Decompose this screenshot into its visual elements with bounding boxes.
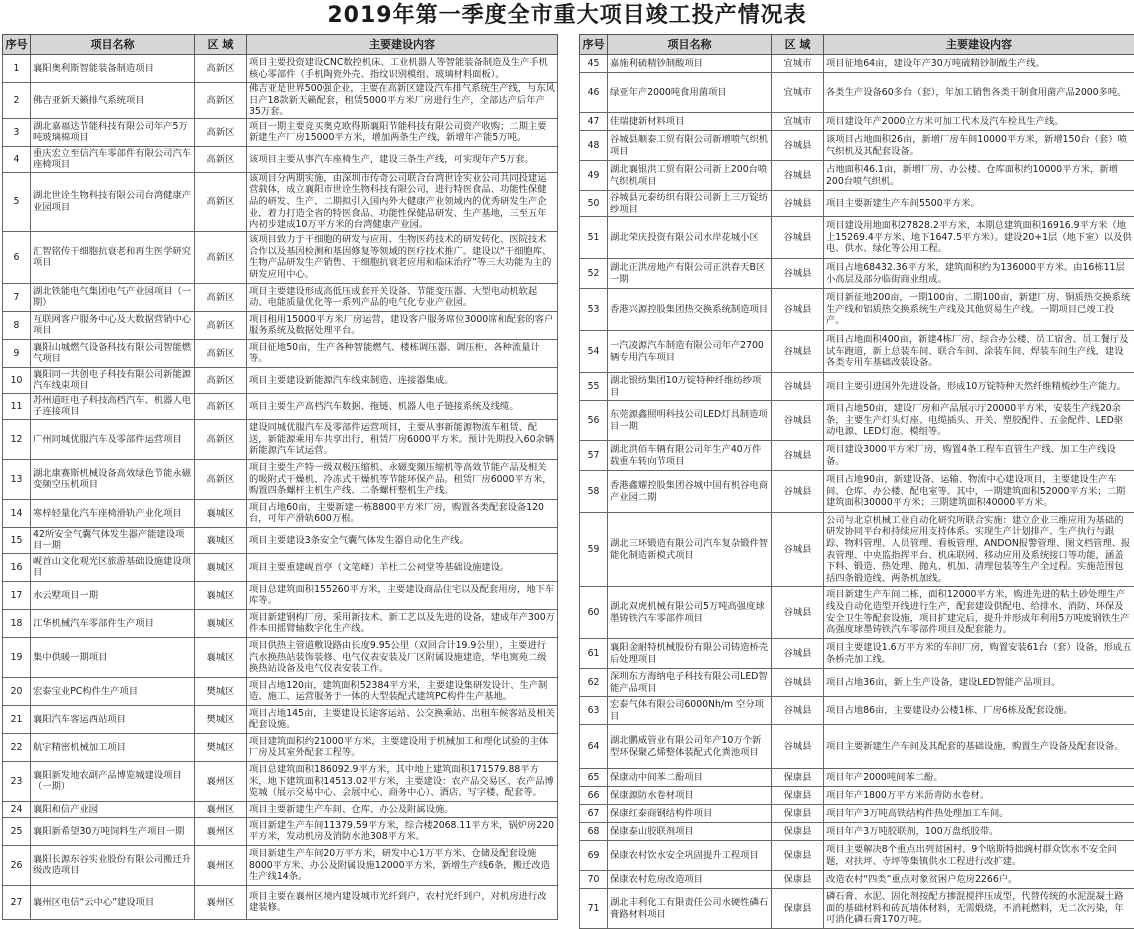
cell-project-name: 互联网客户服务中心及大数据营销中心项目 bbox=[31, 311, 195, 339]
cell-project-name: 保康农村饮水安全巩固提升工程项目 bbox=[608, 841, 772, 871]
cell-content: 项目占地90亩，新建设备、运输、物流中心建设项目，主要建设生产车间、仓库、办公楼、配电室等。其中，一期建筑面积52000平方米；二期建筑面积30000平方米；三期建筑面积40000平方米。 bbox=[824, 471, 1134, 513]
table-row bbox=[580, 823, 1134, 841]
cell-no: 59 bbox=[580, 513, 608, 587]
table-header-row bbox=[3, 35, 558, 55]
cell-project-name: 襄阳金耐特机械股份有限公司铸造桥壳后处理项目 bbox=[608, 639, 772, 669]
cell-project-name: 深圳东方海纳电子科技有限公司LED智能产品项目 bbox=[608, 669, 772, 697]
table-row bbox=[3, 845, 558, 885]
cell-district: 高新区 bbox=[195, 311, 247, 339]
cell-content: 项目占地86亩，主要建设办公楼1栋、厂房6栋及配套设施。 bbox=[824, 697, 1134, 725]
table-row bbox=[3, 705, 558, 733]
cell-district: 襄城区 bbox=[195, 581, 247, 609]
cell-project-name: 襄阳新发地农副产品博览城建设项目（一期） bbox=[31, 761, 195, 801]
cell-project-name: 航宇精密机械加工项目 bbox=[31, 733, 195, 761]
table-row bbox=[3, 499, 558, 527]
table-row bbox=[3, 146, 558, 172]
table-row bbox=[3, 55, 558, 83]
cell-no: 11 bbox=[3, 393, 31, 419]
table-row bbox=[580, 441, 1134, 471]
cell-no: 10 bbox=[3, 367, 31, 393]
cell-district: 保康县 bbox=[772, 823, 824, 841]
page-title: 2019年第一季度全市重大项目竣工投产情况表 bbox=[0, 0, 1134, 32]
cell-project-name: 襄阳长源东谷实业股份有限公司搬迁升级改造项目 bbox=[31, 845, 195, 885]
cell-content: 项目一期主要竞买奥克欧得斯襄阳节能科技有限公司资产收购；二期主要新建生产厂房15000平方米，增加两条生产线，新增年产能5万吨。 bbox=[247, 118, 558, 146]
table-row bbox=[3, 581, 558, 609]
table-row bbox=[3, 459, 558, 499]
cell-no: 8 bbox=[3, 311, 31, 339]
cell-content: 项目占地120亩，建筑面积52384平方米，主要建设集研发设计、生产制造、施工、运营服务于一体的大型装配式建筑PC构件生产基地。 bbox=[247, 677, 558, 705]
cell-project-name: 岘首山文化观光区旅游基础设施建设项目 bbox=[31, 553, 195, 581]
cell-content: 项目年产1800万平方米沥青防水卷材。 bbox=[824, 787, 1134, 805]
table-row bbox=[580, 513, 1134, 587]
cell-district: 谷城县 bbox=[772, 639, 824, 669]
table-row bbox=[580, 471, 1134, 513]
cell-district: 谷城县 bbox=[772, 669, 824, 697]
cell-project-name: 江华机械汽车零部件生产项目 bbox=[31, 609, 195, 637]
cell-content: 项目建设用地面积27828.2平方米，本期总建筑面积16916.9平方米（地上15269.4平方米、地下1647.5平方米）。建设20+1层（地下室）以及供电、供水、绿化等公用工程。 bbox=[824, 217, 1134, 259]
cell-project-name: 湖北铁能电气集团电气产业园项目（一期） bbox=[31, 283, 195, 311]
cell-project-name: 湖北银纺集团10万锭特种纤维纺纱项目 bbox=[608, 373, 772, 401]
cell-project-name: 湖北嘉福达节能科技有限公司年产5万吨玻璃棉项目 bbox=[31, 118, 195, 146]
cell-no: 13 bbox=[3, 459, 31, 499]
cell-no: 45 bbox=[580, 55, 608, 73]
cell-district: 保康县 bbox=[772, 805, 824, 823]
cell-district: 襄州区 bbox=[195, 761, 247, 801]
cell-district: 襄城区 bbox=[195, 527, 247, 553]
cell-project-name: 襄阳同一共创电子科技有限公司新能源汽车线束项目 bbox=[31, 367, 195, 393]
table-row bbox=[3, 367, 558, 393]
table-row bbox=[580, 889, 1134, 929]
cell-no: 27 bbox=[3, 885, 31, 919]
cell-project-name: 集中供暖一期项目 bbox=[31, 637, 195, 677]
cell-district: 高新区 bbox=[195, 459, 247, 499]
cell-project-name: 湖北康赛斯机械设备高效绿色节能永磁变频空压机项目 bbox=[31, 459, 195, 499]
cell-project-name: 东莞源鑫照明科技公司LED灯具制造项目一期 bbox=[608, 401, 772, 441]
cell-no: 23 bbox=[3, 761, 31, 801]
table-row bbox=[3, 677, 558, 705]
cell-district: 襄州区 bbox=[195, 845, 247, 885]
cell-content: 项目租用15000平方米厂房运营，建设客户服务席位3000席和配套的客户服务系统及数据处理平台。 bbox=[247, 311, 558, 339]
cell-no: 9 bbox=[3, 339, 31, 367]
cell-district: 谷城县 bbox=[772, 191, 824, 217]
cell-content: 该项目分两期实施，由深圳市传奇公司联合台湾世诠实业公司共同投建运营载体，成立襄阳市世诠生物科技有限公司，进行特医食品、功能性保健品的研发、生产、二期拟引入国内外大健康产业领域内的优秀研发生产企业，着力打造全省的特医食品、功能性保健品研发、生产基地，三至五年内初步建成10万平方米的台湾健康产业园。 bbox=[247, 172, 558, 231]
cell-project-name: 苏州道旺电子科技高档汽车、机器人电子连接项目 bbox=[31, 393, 195, 419]
cell-district: 宜城市 bbox=[772, 55, 824, 73]
cell-content: 项目供热主管道敷设路由长度9.95公里（双回合计19.9公里），主要进行汽水换热站装饰装修、电气仪表安装及厂区附属设施建造，华电寓苑二级换热站设备及电气仪表安装工作。 bbox=[247, 637, 558, 677]
table-row bbox=[580, 669, 1134, 697]
cell-project-name: 保康动中间苯二酚项目 bbox=[608, 769, 772, 787]
cell-project-name: 保康农村危房改造项目 bbox=[608, 871, 772, 889]
cell-district: 谷城县 bbox=[772, 289, 824, 331]
cell-content: 项目主要建设新能源汽车线束制造、连接器集成。 bbox=[247, 367, 558, 393]
cell-project-name: 宏泰气体有限公司6000Nh/m 空分项目 bbox=[608, 697, 772, 725]
cell-district: 谷城县 bbox=[772, 513, 824, 587]
table-row bbox=[3, 885, 558, 919]
cell-content: 项目新建生产车间20万平方米，研发中心1万平方米、仓储及配套设施8000平方米、办公及附属设施12000平方米，新增生产线6条，搬迁改造生产线14条。 bbox=[247, 845, 558, 885]
cell-project-name: 湖北双虎机械有限公司5万吨高强度球墨铸铁汽车零部件项目 bbox=[608, 587, 772, 639]
cell-no: 21 bbox=[3, 705, 31, 733]
cell-project-name: 谷城县元泰纺织有限公司新上三万锭纺纱项目 bbox=[608, 191, 772, 217]
cell-district: 襄城区 bbox=[195, 553, 247, 581]
cell-no: 71 bbox=[580, 889, 608, 929]
cell-district: 高新区 bbox=[195, 231, 247, 283]
cell-no: 53 bbox=[580, 289, 608, 331]
table-row bbox=[3, 283, 558, 311]
cell-content: 项目主要在襄州区境内建设城市光纤到户，农村光纤到户，对机房进行改建装修。 bbox=[247, 885, 558, 919]
cell-district: 襄州区 bbox=[195, 801, 247, 817]
table-row bbox=[3, 761, 558, 801]
cell-district: 谷城县 bbox=[772, 373, 824, 401]
cell-content: 项目占地145亩，主要建设长途客运站、公交换乘站、出租车候客站及相关配套设施。 bbox=[247, 705, 558, 733]
table-body-right bbox=[580, 55, 1134, 929]
cell-no: 6 bbox=[3, 231, 31, 283]
cell-no: 50 bbox=[580, 191, 608, 217]
cell-content: 项目占地68432.36平方米，建筑面积约为136000平方米。由16栋11层小高层及部分临街商业组成。 bbox=[824, 259, 1134, 289]
cell-no: 25 bbox=[3, 817, 31, 845]
cell-no: 17 bbox=[3, 581, 31, 609]
cell-district: 保康县 bbox=[772, 871, 824, 889]
table-row bbox=[3, 637, 558, 677]
cell-content: 项目主要投资建设CNC数控机床、工业机器人等智能装备制造及生产手机核心零部件（手机陶瓷外壳、指纹识别模组、玻璃材料面板）。 bbox=[247, 55, 558, 83]
table-row bbox=[580, 841, 1134, 871]
cell-project-name: 保康红泰商钢结构件项目 bbox=[608, 805, 772, 823]
cell-content: 改造农村“四类”重点对象贫困户危房2266户。 bbox=[824, 871, 1134, 889]
cell-content: 项目占地36亩，新上生产设备，建设LED智能产品项目。 bbox=[824, 669, 1134, 697]
cell-content: 项目建筑面积约21000平方米，主要建设用于机械加工和理化试验的主体厂房及其室外配套工程等。 bbox=[247, 733, 558, 761]
cell-project-name: 湖北荣庆投资有限公司水岸花城小区 bbox=[608, 217, 772, 259]
cell-content: 项目征地64亩，建设年产30万吨硫精钞制酸生产线。 bbox=[824, 55, 1134, 73]
cell-district: 襄城区 bbox=[195, 499, 247, 527]
cell-district: 谷城县 bbox=[772, 217, 824, 259]
cell-district: 保康县 bbox=[772, 787, 824, 805]
table-row bbox=[580, 725, 1134, 769]
cell-district: 襄城区 bbox=[195, 609, 247, 637]
cell-project-name: 保康泰山胶联剂项目 bbox=[608, 823, 772, 841]
cell-content: 各类生产设备60多台（套），年加工销售各类干制食用菌产品2000多吨。 bbox=[824, 73, 1134, 113]
cell-no: 14 bbox=[3, 499, 31, 527]
cell-no: 62 bbox=[580, 669, 608, 697]
cell-project-name: 重庆宏立至信汽车零部件有限公司汽车座椅项目 bbox=[31, 146, 195, 172]
project-table-left bbox=[2, 34, 558, 920]
table-row bbox=[3, 817, 558, 845]
cell-no: 15 bbox=[3, 527, 31, 553]
cell-project-name: 广州同城优服汽车及零部件运营项目 bbox=[31, 419, 195, 459]
cell-district: 襄城区 bbox=[195, 637, 247, 677]
table-row bbox=[3, 231, 558, 283]
tables-container bbox=[0, 32, 1134, 914]
table-row bbox=[580, 55, 1134, 73]
table-row bbox=[580, 113, 1134, 131]
table-row bbox=[580, 697, 1134, 725]
cell-content: 项目主要新建生产车间及其配套的基础设施，购置生产设备及配套设备。 bbox=[824, 725, 1134, 769]
cell-content: 项目新建生产车间11379.59平方米，综合楼2068.11平方米，锅炉房220平方米，发动机房及消防水池308平方米。 bbox=[247, 817, 558, 845]
cell-district: 樊城区 bbox=[195, 677, 247, 705]
table-row bbox=[580, 331, 1134, 373]
header-district: 区 域 bbox=[195, 35, 247, 55]
cell-district: 高新区 bbox=[195, 283, 247, 311]
cell-district: 高新区 bbox=[195, 419, 247, 459]
cell-project-name: 佳瑞捷新材料项目 bbox=[608, 113, 772, 131]
cell-district: 高新区 bbox=[195, 83, 247, 119]
cell-content: 该项目主要从事汽车座椅生产，建设三条生产线，可实现年产5万套。 bbox=[247, 146, 558, 172]
cell-content: 项目主要新建生产车间、仓库、办公及附属设施。 bbox=[247, 801, 558, 817]
cell-content: 项目占地面积400亩，新建4栋厂房、综合办公楼、员工宿舍、员工餐厅及试车跑道，新上总装车间、联合车间、涂装车间、焊装车间生产线，建设各类专用车基础改装设备。 bbox=[824, 331, 1134, 373]
cell-no: 47 bbox=[580, 113, 608, 131]
cell-content: 项目新建钢构厂房，采用新技术、新工艺以及先进的设备，建成年产300万件本田摇臂轴数字化生产线。 bbox=[247, 609, 558, 637]
table-row bbox=[3, 339, 558, 367]
cell-no: 65 bbox=[580, 769, 608, 787]
cell-no: 58 bbox=[580, 471, 608, 513]
cell-project-name: 襄阳山城燃气设备科技有限公司智能燃气项目 bbox=[31, 339, 195, 367]
cell-district: 保康县 bbox=[772, 889, 824, 929]
cell-project-name: 襄阳新希望30万吨饲料生产项目一期 bbox=[31, 817, 195, 845]
header-name: 项目名称 bbox=[31, 35, 195, 55]
table-row bbox=[3, 118, 558, 146]
table-row bbox=[580, 191, 1134, 217]
cell-district: 谷城县 bbox=[772, 161, 824, 191]
cell-no: 46 bbox=[580, 73, 608, 113]
cell-no: 69 bbox=[580, 841, 608, 871]
cell-content: 项目建设3000平方米厂房，购置4条工程车直管生产线、加工生产线设备。 bbox=[824, 441, 1134, 471]
cell-no: 20 bbox=[3, 677, 31, 705]
cell-content: 项目主要建设1.6万平方米的车间厂房，购置安装61台（套）设备，形成五条桥壳加工线。 bbox=[824, 639, 1134, 669]
cell-district: 谷城县 bbox=[772, 259, 824, 289]
cell-district: 谷城县 bbox=[772, 697, 824, 725]
cell-project-name: 绿亚年产2000吨食用菌项目 bbox=[608, 73, 772, 113]
cell-content: 项目主要引进国外先进设备，形成10万锭特种天然纤维精梳纱生产能力。 bbox=[824, 373, 1134, 401]
table-row bbox=[3, 801, 558, 817]
cell-district: 高新区 bbox=[195, 55, 247, 83]
cell-no: 2 bbox=[3, 83, 31, 119]
table-row bbox=[580, 587, 1134, 639]
cell-district: 谷城县 bbox=[772, 587, 824, 639]
cell-no: 22 bbox=[3, 733, 31, 761]
cell-no: 55 bbox=[580, 373, 608, 401]
cell-no: 49 bbox=[580, 161, 608, 191]
table-row bbox=[3, 172, 558, 231]
cell-project-name: 湖北世诠生物科技有限公司台湾健康产业园项目 bbox=[31, 172, 195, 231]
cell-no: 52 bbox=[580, 259, 608, 289]
cell-no: 26 bbox=[3, 845, 31, 885]
cell-no: 3 bbox=[3, 118, 31, 146]
cell-no: 54 bbox=[580, 331, 608, 373]
header-content: 主要建设内容 bbox=[824, 35, 1134, 55]
cell-district: 樊城区 bbox=[195, 705, 247, 733]
cell-content: 该项目致力于干细胞的研发与应用、生物医药技术的研发转化、医院技术合作以及基因检测和基因修复等领域的医疗技术推广。建设以“干细胞库、生物产品研发生产销售、干细胞抗衰老应用和临床治疗”等三大功能为主的研发应用中心。 bbox=[247, 231, 558, 283]
cell-no: 66 bbox=[580, 787, 608, 805]
cell-district: 谷城县 bbox=[772, 401, 824, 441]
cell-no: 19 bbox=[3, 637, 31, 677]
cell-project-name: 湖北鹏威管业有限公司年产10万个新型环保聚乙烯整体装配式化粪池项目 bbox=[608, 725, 772, 769]
cell-content: 项目建设年产2000立方米可加工代木及汽车检具生产线。 bbox=[824, 113, 1134, 131]
header-district: 区 域 bbox=[772, 35, 824, 55]
cell-project-name: 谷城县顺泰工贸有限公司新增喷气织机项目 bbox=[608, 131, 772, 161]
cell-no: 67 bbox=[580, 805, 608, 823]
table-row bbox=[580, 259, 1134, 289]
cell-no: 5 bbox=[3, 172, 31, 231]
cell-project-name: 42所安全气囊气体发生器产能建设项目一期 bbox=[31, 527, 195, 553]
table-row bbox=[3, 609, 558, 637]
cell-project-name: 嘉施利硫精钞制酸项目 bbox=[608, 55, 772, 73]
cell-content: 项目新建生产车间二栋，面积12000平方米，购进先进的粘土砂处理生产线及自动化造型开线进行生产，配套建设供配电、给排水、消防、环保及安全卫生等配套设施，项目扩建完后，提升并形成年利用5万吨废钢铁生产高强度球墨铸铁汽车零部件项目及配套能力。 bbox=[824, 587, 1134, 639]
table-row bbox=[580, 217, 1134, 259]
cell-no: 48 bbox=[580, 131, 608, 161]
header-no: 序号 bbox=[580, 35, 608, 55]
table-row bbox=[3, 393, 558, 419]
cell-content: 项目主要新建生产车间5500平方米。 bbox=[824, 191, 1134, 217]
table-row bbox=[580, 289, 1134, 331]
table-row bbox=[3, 311, 558, 339]
cell-project-name: 一汽凌源汽车制造有限公司年产2700辆专用汽车项目 bbox=[608, 331, 772, 373]
table-header-row bbox=[580, 35, 1134, 55]
table-row bbox=[580, 73, 1134, 113]
cell-project-name: 湖北三环锻造有限公司汽车复杂锻件智能化制造新模式项目 bbox=[608, 513, 772, 587]
cell-district: 高新区 bbox=[195, 367, 247, 393]
cell-content: 占地面积46.1亩，新增厂房、办公楼、仓库面积约10000平方米，新增200台喷气织机。 bbox=[824, 161, 1134, 191]
cell-district: 襄州区 bbox=[195, 885, 247, 919]
cell-no: 57 bbox=[580, 441, 608, 471]
table-row bbox=[580, 805, 1134, 823]
cell-no: 12 bbox=[3, 419, 31, 459]
cell-content: 项目总建筑面积155260平方米，主要建设商品住宅以及配套用房，地下车库等。 bbox=[247, 581, 558, 609]
cell-district: 樊城区 bbox=[195, 733, 247, 761]
cell-content: 项目年产2000吨间苯二酚。 bbox=[824, 769, 1134, 787]
cell-content: 该项目占地面积26亩，新增厂房车间10000平方米，新增150台（套）喷气织机及其配套设备。 bbox=[824, 131, 1134, 161]
cell-no: 61 bbox=[580, 639, 608, 669]
cell-district: 高新区 bbox=[195, 339, 247, 367]
cell-project-name: 襄阳和信产业园 bbox=[31, 801, 195, 817]
cell-district: 宜城市 bbox=[772, 73, 824, 113]
cell-district: 襄州区 bbox=[195, 817, 247, 845]
cell-project-name: 水云墅项目一期 bbox=[31, 581, 195, 609]
cell-no: 16 bbox=[3, 553, 31, 581]
cell-no: 4 bbox=[3, 146, 31, 172]
cell-content: 项目新征地200亩，一期100亩、二期100亩，新建厂房、铜质热交换系统生产线和铝质热交换系统生产线及其他贸易生产线。一期项目已竣工投产。 bbox=[824, 289, 1134, 331]
cell-district: 保康县 bbox=[772, 841, 824, 871]
cell-district: 谷城县 bbox=[772, 331, 824, 373]
cell-no: 7 bbox=[3, 283, 31, 311]
table-row bbox=[580, 639, 1134, 669]
table-row bbox=[3, 83, 558, 119]
table-row bbox=[580, 769, 1134, 787]
cell-no: 18 bbox=[3, 609, 31, 637]
cell-no: 56 bbox=[580, 401, 608, 441]
cell-project-name: 佛吉亚新天籁排气系统项目 bbox=[31, 83, 195, 119]
header-content: 主要建设内容 bbox=[247, 35, 558, 55]
project-table-right bbox=[579, 34, 1134, 929]
cell-no: 64 bbox=[580, 725, 608, 769]
cell-district: 宜城市 bbox=[772, 113, 824, 131]
cell-content: 项目年产3万吨胶联剂，100万盘纸胶带。 bbox=[824, 823, 1134, 841]
cell-project-name: 襄阳汽车客运西站项目 bbox=[31, 705, 195, 733]
cell-no: 63 bbox=[580, 697, 608, 725]
table-row bbox=[580, 161, 1134, 191]
cell-no: 60 bbox=[580, 587, 608, 639]
header-name: 项目名称 bbox=[608, 35, 772, 55]
cell-project-name: 香港兴源控股集团热交换系统制造项目 bbox=[608, 289, 772, 331]
cell-district: 保康县 bbox=[772, 769, 824, 787]
cell-district: 谷城县 bbox=[772, 725, 824, 769]
cell-content: 公司与北京机械工业自动化研究所联合实施：建立企业三维应用为基础的研发协同平台和持续应用支持体系。实现生产计划排产、生产执行与跟踪、物料管理、人员管理、看板管理、ANDON报警管理、图文档管理、报表管理、中央监指挥平台、机床联网、移动应用及系统接口等功能，涵盖下料、锻造、热处理、抛丸、机加、清理包装等生产全过程。实施范围包括四条锻造线、两条机加线。 bbox=[824, 513, 1134, 587]
cell-project-name: 汇智铭传干细胞抗衰老和再生医学研究项目 bbox=[31, 231, 195, 283]
table-row bbox=[580, 131, 1134, 161]
cell-project-name: 襄阳奥利斯智能装备制造项目 bbox=[31, 55, 195, 83]
cell-no: 51 bbox=[580, 217, 608, 259]
cell-no: 1 bbox=[3, 55, 31, 83]
cell-district: 谷城县 bbox=[772, 441, 824, 471]
cell-content: 项目年产3万吨高铁结构件热处理加工车间。 bbox=[824, 805, 1134, 823]
cell-no: 24 bbox=[3, 801, 31, 817]
cell-content: 建设同城优服汽车及零部件运营项目，主要从事新能源物流车租赁、配送，新能源乘用车共享出行，租赁厂房6000平方米。预计先期投入60余辆新能源汽车试运营。 bbox=[247, 419, 558, 459]
header-no: 序号 bbox=[3, 35, 31, 55]
table-row bbox=[580, 401, 1134, 441]
table-row bbox=[580, 787, 1134, 805]
cell-project-name: 湖北丰利化工有限责任公司水硬性磷石膏路材料项目 bbox=[608, 889, 772, 929]
cell-content: 项目主要解决8个重点出列贫困村、9个啥斯特拙豌村群众饮水不安全问题，对扶坪、寺坪等集镇供水工程进行改扩建。 bbox=[824, 841, 1134, 871]
table-row bbox=[3, 733, 558, 761]
cell-project-name: 香港鑫耀控股集团谷城中国有机谷电商产业园二期 bbox=[608, 471, 772, 513]
cell-no: 70 bbox=[580, 871, 608, 889]
cell-project-name: 保康源防水卷材项目 bbox=[608, 787, 772, 805]
table-row bbox=[3, 419, 558, 459]
cell-content: 项目占地60亩，主要新建一栋8800平方米厂房，购置各类配套设备120台，可年产滑轨600万根。 bbox=[247, 499, 558, 527]
table-row bbox=[580, 871, 1134, 889]
table-row bbox=[3, 527, 558, 553]
cell-content: 佛吉亚是世界500强企业，主要在高新区建设汽车排气系统生产线，与东风日产18款新天籁配套，租赁5000平方米厂房进行生产，全部达产后年产35万套。 bbox=[247, 83, 558, 119]
cell-content: 项目主要生产高档汽车数据、拖链、机器人电子链接系统及线缆。 bbox=[247, 393, 558, 419]
cell-project-name: 湖北洪佰车辆有限公司年生产40万件载重车转向节项目 bbox=[608, 441, 772, 471]
table-row bbox=[580, 373, 1134, 401]
cell-district: 高新区 bbox=[195, 172, 247, 231]
cell-district: 高新区 bbox=[195, 393, 247, 419]
cell-content: 项目主要建设形成高低压成套开关设备、节能变压器、大型电动机软起动、电能质量优化等一系列产品的电气化专业产业园。 bbox=[247, 283, 558, 311]
cell-district: 谷城县 bbox=[772, 471, 824, 513]
cell-content: 项目总建筑面积186092.9平方米，其中地上建筑面积171579.88平方米，地下建筑面积14513.02平方米，主要建设：农产品交易区、农产品博览城（展示交易中心、会展中心、商务中心）、酒店、写字楼、配套等。 bbox=[247, 761, 558, 801]
cell-district: 高新区 bbox=[195, 118, 247, 146]
cell-content: 磷石膏、水泥、固化剂按配方掺混搅拌压成型，代替传统的水泥混凝土路面的基础材料和砖瓦墙体材料，无需煅烧，不消耗燃料，无二次污染，年可消化磷石膏170万吨。 bbox=[824, 889, 1134, 929]
table-row bbox=[3, 553, 558, 581]
cell-content: 项目征地50亩，生产各种智能燃气、楼栋调压器、调压柜、各种流量计等。 bbox=[247, 339, 558, 367]
cell-district: 高新区 bbox=[195, 146, 247, 172]
cell-project-name: 湖北襄银洪工贸有限公司新上200台喷气织机项目 bbox=[608, 161, 772, 191]
cell-project-name: 湖北正洪房地产有限公司正洪春天B区一期 bbox=[608, 259, 772, 289]
cell-project-name: 襄州区电信“云中心”建设项目 bbox=[31, 885, 195, 919]
cell-content: 项目主要建设3条安全气囊气体发生器自动化生产线。 bbox=[247, 527, 558, 553]
cell-project-name: 宏泰宝业PC构件生产项目 bbox=[31, 677, 195, 705]
cell-content: 项目占地50亩，建设厂房和产品展示厅20000平方米，安装生产线20余条，主要生产灯头灯座、电缆插头、开关、塑胶配件、五金配件、LED驱动电源、LED灯泡、模组等。 bbox=[824, 401, 1134, 441]
cell-content: 项目主要重建岘首亭（文笔峰）羊杜二公祠堂等基础设施建设。 bbox=[247, 553, 558, 581]
cell-district: 谷城县 bbox=[772, 131, 824, 161]
table-body-left bbox=[3, 55, 558, 920]
cell-project-name: 寒梓轻量化汽车座椅滑轨产业化项目 bbox=[31, 499, 195, 527]
cell-content: 项目主要生产特一级双极压缩机、永磁变频压缩机等高效节能产品及相关的吸附式干燥机、冷冻式干燥机等节能环保产品。租赁厂房6000平方米，购置四条螺杆主机生产线、二条螺杆整机生产线。 bbox=[247, 459, 558, 499]
cell-no: 68 bbox=[580, 823, 608, 841]
